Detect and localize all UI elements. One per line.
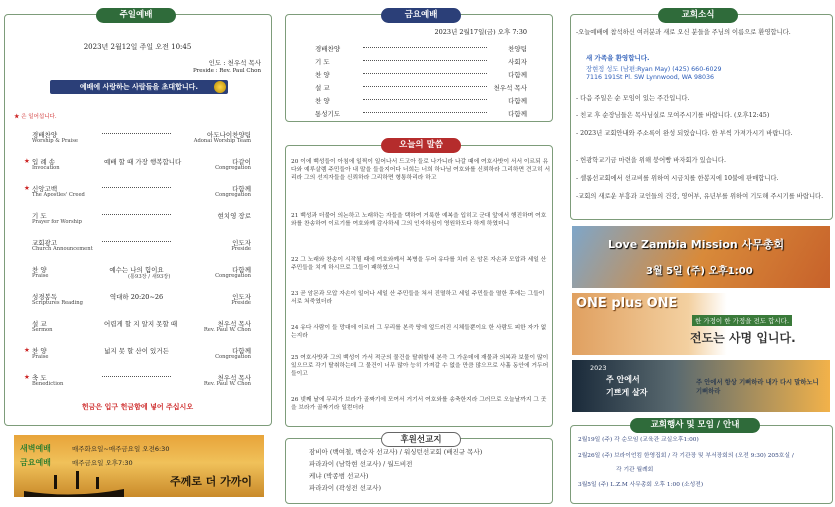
order-item-name-en: The Apostles' Creed <box>32 192 85 198</box>
dotted-leader <box>102 133 171 134</box>
order-item <box>24 346 251 366</box>
scripture-verse: 24 유다 사람이 들 망대에 이르러 그 무리를 본즉 땅에 엎드러진 시체들뿐이요 한 사람도 피한 자가 없는지라 <box>291 325 547 340</box>
year-label: 2023 <box>590 364 607 372</box>
dawn-service-label: 새벽예배 <box>20 444 51 453</box>
friday-order-item <box>315 83 527 93</box>
order-item <box>32 130 251 150</box>
one-plus-one-main: 전도는 사명 입니다. <box>690 331 796 345</box>
order-item-name-en: Prayer for Worship <box>32 219 82 225</box>
year-verse: 주 안에서 항상 기뻐하라 내가 다시 말하노니 기뻐하라 <box>696 379 819 395</box>
zambia-title: Love Zambia Mission 사무총회 <box>608 238 785 251</box>
order-item-leader: 현치영 장로 <box>217 212 251 220</box>
friday-item-name: 찬 양 <box>315 97 330 105</box>
news-item: - 친교 후 순장님들은 목사님실로 모여주시기를 바랍니다. (오후12:45) <box>576 112 770 119</box>
sunday-service-column <box>0 0 275 507</box>
year-theme-banner <box>572 360 830 412</box>
events-header: 교회행사 및 모임 / 안내 <box>630 418 760 433</box>
order-item-leader-en: Congregation <box>215 165 251 171</box>
friday-order-item <box>315 96 527 106</box>
zambia-mission-banner <box>572 226 830 288</box>
news-item: - 2023년 교회안내와 주소록이 완성 되었습니다. 한 부씩 가져가시기 바랍니다. <box>576 130 793 137</box>
offering-note: 헌금은 입구 헌금함에 넣어 주십시오 <box>81 403 194 411</box>
order-item-leader-en: Congregation <box>215 273 251 279</box>
sunday-service-header: 주일예배 <box>96 8 176 23</box>
order-item-name-en: Sermon <box>32 327 53 333</box>
friday-order-item <box>315 70 527 80</box>
boat-silhouette-icon <box>24 469 124 497</box>
friday-item-leader: 사회자 <box>508 58 527 66</box>
friday-item-leader: 찬양팀 <box>508 45 527 53</box>
order-item-name: 신앙고백 <box>32 185 58 193</box>
friday-order-item <box>315 57 527 67</box>
order-item <box>24 184 251 204</box>
order-item-name: 입 례 송 <box>32 158 55 166</box>
star-icon: ★ <box>24 346 30 354</box>
order-item-name: 성경봉독 <box>32 293 58 301</box>
news-item: - 다음 주일은 순 모임이 있는 주간입니다. <box>576 95 690 102</box>
new-family-title: 새 가족을 환영합니다. <box>586 54 650 62</box>
order-item <box>24 373 251 393</box>
order-item <box>32 292 251 312</box>
friday-item-leader: 다함께 <box>508 71 527 79</box>
friday-item-name: 설 교 <box>315 84 330 92</box>
year-line2: 기쁘게 살자 <box>606 388 648 397</box>
standing-note: ★ 은 일어섭니다. <box>14 114 57 120</box>
order-item-name: 설 교 <box>32 320 47 328</box>
order-item-detail: 예배 할 때 가장 행복합니다 <box>104 158 182 166</box>
slogan-text: 주께로 더 가까이 <box>169 475 252 488</box>
order-item-leader: 다함께 <box>232 266 251 274</box>
dawn-service-time: 매주화요일~매주금요일 오전6:30 <box>72 445 170 453</box>
event-item: 2월26일 (주) 브라이언킴 한영집회 / 각 기관장 및 부서장회의 (오전 9:30) 205호실 / <box>578 453 794 459</box>
scripture-verse: 26 넷째 날에 무리가 브라가 골짜기에 모여서 거기서 여호와를 송축한지라 그러므로 오늘날까지 그 곳을 브라가 골짜기라 일컫더라 <box>291 397 547 412</box>
order-item-name: 축 도 <box>32 374 47 382</box>
order-item <box>32 265 251 285</box>
friday-item-name: 찬 양 <box>315 71 330 79</box>
scripture-verse: 20 이에 백성들이 아침에 일찍이 일어나서 드고아 들로 나가니라 나갈 때에 여호사밧이 서서 이르되 유다와 예루살렘 주민들아 내 말을 들을지어다 너희는 너희 하나님 여호와를 신뢰하라 그리하면 견고히 서리라 그의 선지자들을 신뢰하라 그리하면 형통하리라 하고 <box>291 159 551 182</box>
order-item-leader-en: Congregation <box>215 354 251 360</box>
early-morning-service-banner <box>14 435 264 497</box>
order-item-name-en: Church Announcement <box>32 246 93 252</box>
order-item-name: 찬 양 <box>32 266 47 274</box>
friday-item-name: 기 도 <box>315 58 330 66</box>
order-item <box>32 211 251 231</box>
friday-service-header: 금요예배 <box>381 8 461 23</box>
friday-item-name: 통성기도 <box>315 110 341 118</box>
dotted-leader <box>102 214 171 215</box>
order-item-detail: 넓지 못 할 산이 있거든 <box>102 346 171 355</box>
welcome-text: 예배에 사랑하는 사람들을 초대합니다. <box>79 83 199 91</box>
new-family-name: 장현정 성도 (남편:Ryan May) (425) 660-6029 <box>586 66 722 73</box>
dotted-leader <box>363 86 487 87</box>
friday-order-item <box>315 44 527 54</box>
star-icon: ★ <box>24 373 30 381</box>
order-item-name-en: Praise <box>32 273 49 279</box>
order-item-leader: 천우석 목사 <box>217 374 251 382</box>
order-item-name: 기 도 <box>32 212 47 220</box>
dotted-leader <box>363 73 487 74</box>
friday-order-item <box>315 109 527 119</box>
friday-item-leader: 다함께 <box>508 97 527 105</box>
order-item-leader: 천우석 목사 <box>217 320 251 328</box>
news-item: - 헌광학교기금 마련을 위해 붕어빵 바자회가 있습니다. <box>576 157 726 164</box>
order-item <box>24 157 251 177</box>
welcome-banner <box>50 80 228 94</box>
order-item-leader-en: Congregation <box>215 192 251 198</box>
today-word-header: 오늘의 말씀 <box>381 138 461 153</box>
dotted-leader <box>363 47 487 48</box>
flower-icon <box>214 81 226 93</box>
star-icon: ★ <box>24 184 30 192</box>
event-item: 각 기관 월례회 <box>616 467 654 473</box>
scripture-verse: 25 여호사밧과 그의 백성이 가서 적군의 물건을 탈취할새 본즉 그 가운데에 재물과 의복과 보물이 많이 있으므로 각기 탈취하는데 그 물건이 너무 많아 능히 가져갈 수 없을 만큼 많으므로 사흘 동안에 거두어들이고 <box>291 355 549 378</box>
one-plus-one-banner <box>572 293 830 355</box>
order-item-leader: 인도자 <box>232 239 251 247</box>
order-item-name-en: Benediction <box>32 381 64 387</box>
order-item-leader: 다같이 <box>232 158 251 166</box>
order-item <box>32 319 251 339</box>
church-news-column <box>568 0 835 507</box>
hymn-number: (통93장 / 새93장) <box>128 274 171 280</box>
mission-item: 파라과이 (곽성전 선교사) <box>309 484 381 492</box>
dotted-leader <box>102 241 171 242</box>
order-item-name-en: Scriptures Reading <box>32 300 83 306</box>
mission-item: 케냐 (박종범 선교사) <box>309 472 369 480</box>
news-intro: -오늘예배에 참석하신 여러분과 새로 오신 분들을 주님의 이름으로 환영합니다. <box>576 29 791 36</box>
order-item-name: 교회광고 <box>32 239 58 247</box>
order-item <box>32 238 251 258</box>
order-item-name-en: Worship & Praise <box>32 138 78 144</box>
event-item: 3월5일 (주) L.Z.M 사무총회 오후 1:00 (소성전) <box>578 482 704 488</box>
mission-item: 잠비아 (백여철, 백승자 선교사) / 워싱턴선교회 (배진규 목사) <box>309 448 483 456</box>
friday-service-label: 금요예배 <box>20 458 51 467</box>
order-item-leader-en: Preside <box>231 300 251 306</box>
order-item-leader-en: Rev. Paul W. Chon <box>203 381 251 387</box>
order-item-leader: 다함께 <box>232 347 251 355</box>
dotted-leader <box>363 112 487 113</box>
order-item-leader-en: Rev. Paul W. Chon <box>203 327 251 333</box>
star-icon: ★ <box>24 157 30 165</box>
friday-item-leader: 다함께 <box>508 110 527 118</box>
order-item-name-en: Praise <box>32 354 49 360</box>
dotted-leader <box>102 376 171 377</box>
sunday-preacher: 인도 : 천우석 목사 <box>208 59 261 67</box>
scripture-verse: 22 그 노래와 찬송이 시작될 때에 여호와께서 복병을 두어 유다를 치러 온 암몬 자손과 모압과 세일 산 주민들을 치게 하시므로 그들이 패하였으니 <box>291 257 547 272</box>
order-item-name-en: Invocation <box>32 165 60 171</box>
new-family-address: 7116 191St Pl. SW Lynnwood, WA 98036 <box>586 74 715 81</box>
order-item-leader-en: Adonai Worship Team <box>193 138 251 144</box>
mission-item: 파라과이 (남학현 선교사) / 월드비전 <box>309 460 413 468</box>
friday-item-leader: 천우석 목사 <box>493 84 527 92</box>
order-item-detail: 역대하 20:20~26 <box>102 292 171 301</box>
order-item-name: 찬 양 <box>32 347 47 355</box>
dotted-leader <box>102 187 171 188</box>
order-item-leader: 다함께 <box>232 185 251 193</box>
sunday-date: 2023년 2월12일 주일 오전 10:45 <box>83 43 192 51</box>
order-item-leader-en: Preside <box>231 246 251 252</box>
friday-date: 2023년 2월17일(금) 오후 7:30 <box>434 28 527 36</box>
news-item: - 셀롬선교회에서 선교비를 위하여 시금치를 한봉지에 10불에 판매합니다. <box>576 175 779 182</box>
friday-item-name: 경배찬양 <box>315 45 341 53</box>
order-item-leader: 인도자 <box>232 293 251 301</box>
order-item-detail: 어렵게 할 지 알지 못할 때 <box>104 320 178 328</box>
church-news-header: 교회소식 <box>658 8 738 23</box>
news-item: -교회의 새로운 부흥과 교인들의 건강, 영어부, 유년부를 위하여 기도해 주시기를 바랍니다. <box>576 193 824 200</box>
one-plus-one-title: ONE plus ONE <box>576 296 678 311</box>
dotted-leader <box>363 99 487 100</box>
friday-service-time: 매주금요일 오후7:30 <box>72 459 133 467</box>
scripture-verse: 21 백성과 더불어 의논하고 노래하는 자들을 택하여 거룩한 예복을 입히고 군대 앞에서 행진하며 여호와를 찬송하여 이르기를 여호와께 감사하세 그의 인자하심이 영원하도다 하게 하였더니 <box>291 213 547 228</box>
order-item-leader: 아도나이찬양팀 <box>207 131 251 139</box>
order-item-name: 경배찬양 <box>32 131 58 139</box>
dotted-leader <box>363 60 487 61</box>
year-line1: 주 안에서 <box>606 375 640 384</box>
friday-service-column <box>285 0 557 507</box>
order-item-detail: 예수는 나의 힘이요 <box>102 265 171 274</box>
sunday-preacher-en: Preside : Rev. Paul Chon <box>192 68 261 74</box>
today-word-panel <box>285 145 553 427</box>
one-plus-one-sub: 한 가정이 한 가정을 전도 합시다. <box>692 315 792 326</box>
missions-header: 후원선교지 <box>381 432 461 447</box>
event-item: 2월19일 (주) 각 순모임 (교육관 교실오후1:00) <box>578 437 699 443</box>
zambia-date: 3월 5일 (주) 오후1:00 <box>646 266 753 277</box>
scripture-verse: 23 곧 암몬과 모압 자손이 일어나 세일 산 주민들을 쳐서 진멸하고 세일 주민들을 멸한 후에는 그들이 서로 쳐죽였더라 <box>291 291 545 306</box>
